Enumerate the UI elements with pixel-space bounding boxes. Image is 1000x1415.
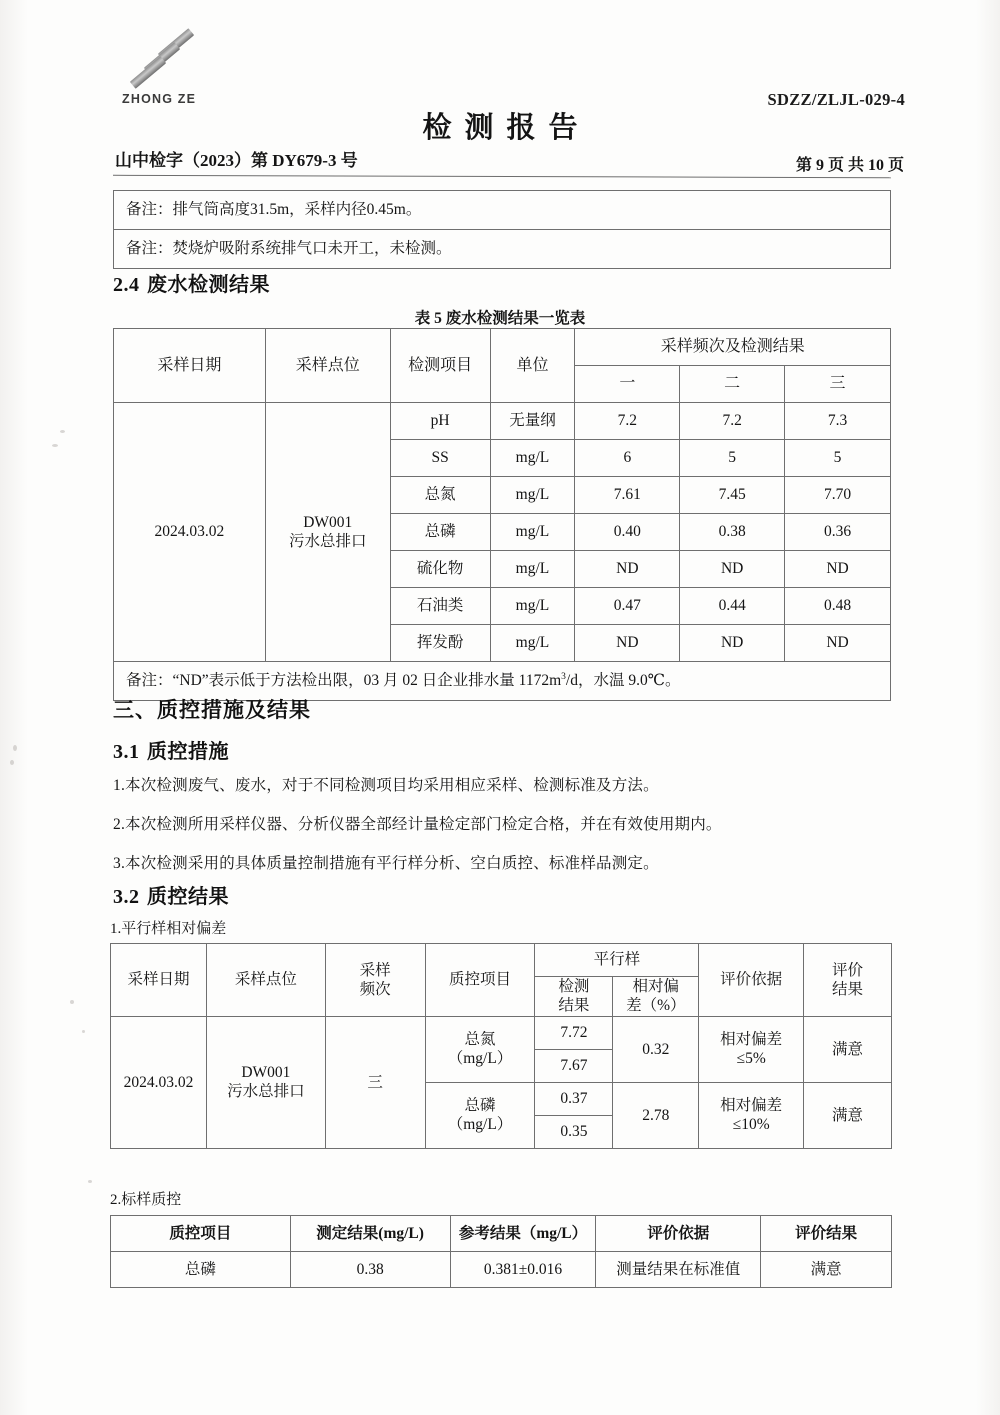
th-detection-result-line2: 结果	[558, 997, 590, 1015]
scan-speck	[88, 1180, 92, 1183]
section-3-1-number: 3.1	[113, 741, 140, 763]
cell-evaluation-result: 满意	[804, 1082, 892, 1148]
cell-test-item: 硫化物	[390, 551, 490, 588]
section-3-2-heading	[113, 880, 229, 909]
logo-text: ZHONG ZE	[122, 92, 197, 106]
logo-bars-icon	[122, 38, 218, 86]
qc-item-unit: （mg/L）	[447, 1116, 513, 1134]
top-notes-table	[113, 190, 891, 269]
cell-test-item: 石油类	[390, 588, 490, 625]
cell-value-2: ND	[680, 551, 785, 588]
th-detection-result	[535, 977, 613, 1017]
cell-sampling-point	[265, 403, 390, 662]
cell-test-item: 总氮	[390, 477, 490, 514]
page-title: 检测报告	[422, 110, 591, 144]
th-freq-2: 二	[680, 366, 785, 403]
th-relative-deviation-line2: 差（%）	[626, 997, 686, 1015]
cell-unit: 无量纲	[490, 403, 575, 440]
qc-sampling-point-name: 污水总排口	[227, 1083, 305, 1101]
cell-parallel-result-b: 0.35	[535, 1115, 613, 1148]
cell-qc-item	[425, 1082, 535, 1148]
cell-std-reference-result: 0.381±0.016	[450, 1252, 596, 1288]
section-3-2-title: 质控结果	[146, 884, 229, 908]
qc-sampling-point-code: DW001	[241, 1063, 291, 1081]
standard-sample-qc-table	[110, 1215, 892, 1288]
cell-value-2: 0.38	[680, 514, 785, 551]
scan-speck	[60, 430, 65, 433]
section-3-2-number: 3.2	[113, 886, 140, 908]
cell-std-qc-item: 总磷	[111, 1252, 291, 1288]
evaluation-basis-line2: ≤5%	[736, 1050, 766, 1068]
evaluation-basis-line1: 相对偏差	[720, 1096, 783, 1114]
scan-speck	[52, 444, 58, 447]
cell-value-1: 0.47	[575, 588, 680, 625]
note-text-pre: 备注：“ND”表示低于方法检出限，03 月 02 日企业排水量 1172m	[126, 671, 562, 689]
th-evaluation-basis: 评价依据	[699, 944, 804, 1017]
top-note-1: 备注：排气筒高度31.5m，采样内径0.45m。	[114, 191, 891, 230]
cell-value-1: ND	[575, 551, 680, 588]
cell-unit: mg/L	[490, 588, 575, 625]
cell-std-evaluation-result: 满意	[761, 1252, 892, 1288]
header-divider	[113, 175, 891, 178]
cell-value-2: 5	[680, 440, 785, 477]
cell-parallel-result-a: 7.72	[535, 1016, 613, 1049]
evaluation-basis-line2: ≤10%	[732, 1116, 770, 1134]
qc-measure-2: 2.本次检测所用采样仪器、分析仪器全部经计量检定部门检定合格，并在有效使用期内。	[113, 816, 722, 833]
qc-item-name: 总磷	[464, 1096, 496, 1114]
cell-value-1: 7.61	[575, 477, 680, 514]
qc-item-unit: （mg/L）	[447, 1050, 513, 1068]
th-std-measured-result: 测定结果(mg/L)	[290, 1216, 450, 1252]
th-unit: 单位	[490, 329, 575, 403]
th-qc-frequency-line2: 频次	[359, 980, 391, 998]
th-qc-sampling-point: 采样点位	[206, 944, 325, 1017]
cell-parallel-result-b: 7.67	[535, 1049, 613, 1082]
table-row	[114, 191, 891, 230]
section-3-heading: 三、质控措施及结果	[113, 698, 311, 722]
sampling-point-name: 污水总排口	[288, 533, 367, 550]
cell-std-measured-result: 0.38	[290, 1252, 450, 1288]
cell-test-item: pH	[390, 403, 490, 440]
th-std-evaluation-basis: 评价依据	[596, 1216, 761, 1252]
th-evaluation-result	[804, 944, 892, 1017]
cell-qc-frequency: 三	[325, 1016, 425, 1148]
scan-speck	[70, 1000, 74, 1004]
cell-evaluation-basis	[699, 1082, 804, 1148]
document-code: SDZZ/ZLJL-029-4	[767, 90, 905, 109]
cell-value-3: 0.48	[785, 588, 891, 625]
th-freq-3: 三	[785, 366, 891, 403]
th-detection-result-line1: 检测	[558, 978, 590, 995]
cell-unit: mg/L	[490, 477, 575, 514]
table-header-row	[111, 1216, 892, 1252]
th-evaluation-result-line1: 评价	[832, 961, 864, 979]
cell-evaluation-basis	[699, 1016, 804, 1082]
cell-value-1: 0.40	[575, 514, 680, 551]
cell-unit: mg/L	[490, 440, 575, 477]
cell-relative-deviation: 2.78	[613, 1082, 699, 1148]
th-qc-frequency	[325, 944, 425, 1017]
cell-unit: mg/L	[490, 514, 575, 551]
cell-value-3: ND	[785, 625, 891, 662]
cell-qc-item	[425, 1016, 535, 1082]
th-relative-deviation-line1: 相对偏	[632, 978, 680, 995]
section-3-1-title: 质控措施	[146, 739, 229, 763]
cell-value-3: 7.3	[785, 403, 891, 440]
th-qc-frequency-line1: 采样	[359, 961, 391, 979]
th-qc-item: 质控项目	[425, 944, 535, 1017]
cell-value-2: ND	[680, 625, 785, 662]
th-std-evaluation-result: 评价结果	[761, 1216, 892, 1252]
wastewater-results-table	[113, 328, 891, 701]
cell-unit: mg/L	[490, 551, 575, 588]
cell-value-3: 0.36	[785, 514, 891, 551]
cell-test-item: 总磷	[390, 514, 490, 551]
cell-parallel-result-a: 0.37	[535, 1082, 613, 1115]
cell-evaluation-result: 满意	[804, 1016, 892, 1082]
cell-test-item: 挥发酚	[390, 625, 490, 662]
report-number: 山中检字（2023）第 DY679-3 号	[115, 151, 358, 170]
cell-qc-sampling-date: 2024.03.02	[111, 1016, 207, 1148]
zhongze-logo	[122, 38, 218, 110]
scan-speck	[82, 1030, 85, 1033]
cell-value-2: 0.44	[680, 588, 785, 625]
cell-std-evaluation-basis: 测量结果在标准值	[596, 1252, 761, 1288]
cell-value-1: 7.2	[575, 403, 680, 440]
cell-unit: mg/L	[490, 625, 575, 662]
cell-value-1: 6	[575, 440, 680, 477]
section-2-4-number: 2.4	[113, 274, 140, 296]
th-test-item: 检测项目	[390, 329, 490, 403]
cell-qc-sampling-point	[206, 1016, 325, 1148]
th-freq-1: 一	[575, 366, 680, 403]
cell-sampling-date: 2024.03.02	[114, 403, 266, 662]
th-frequency-group: 采样频次及检测结果	[575, 329, 891, 366]
note-text-post: /d，水温 9.0℃。	[565, 671, 681, 689]
th-std-reference-result: 参考结果（mg/L）	[450, 1216, 596, 1252]
th-parallel-sample: 平行样	[535, 944, 699, 977]
cell-value-1: ND	[575, 625, 680, 662]
table-row	[111, 1252, 892, 1288]
cell-value-2: 7.45	[680, 477, 785, 514]
cell-value-3: ND	[785, 551, 891, 588]
table-row	[111, 1016, 892, 1049]
th-evaluation-result-line2: 结果	[832, 980, 864, 998]
table-header-row	[114, 329, 891, 366]
note-superscript: 3	[561, 671, 566, 682]
evaluation-basis-line1: 相对偏差	[720, 1030, 783, 1048]
parallel-sample-qc-table	[110, 943, 892, 1149]
qc-measure-1: 1.本次检测废气、废水，对于不同检测项目均采用相应采样、检测标准及方法。	[113, 777, 659, 794]
top-note-2: 备注：焚烧炉吸附系统排气口未开工，未检测。	[114, 230, 891, 269]
cell-test-item: SS	[390, 440, 490, 477]
section-2-4-title: 废水检测结果	[146, 272, 270, 296]
section-2-4-heading	[113, 268, 270, 297]
th-sampling-point: 采样点位	[265, 329, 390, 403]
sampling-point-code: DW001	[303, 513, 353, 531]
page-edge-right	[976, 0, 1000, 1415]
page-edge-left	[0, 0, 28, 1415]
scan-speck	[10, 760, 14, 765]
page-number: 第 9 页 共 10 页	[795, 157, 904, 174]
cell-relative-deviation: 0.32	[613, 1016, 699, 1082]
th-relative-deviation	[613, 977, 699, 1017]
qc-item-name: 总氮	[464, 1030, 496, 1048]
cell-value-3: 7.70	[785, 477, 891, 514]
cell-value-2: 7.2	[680, 403, 785, 440]
th-std-qc-item: 质控项目	[111, 1216, 291, 1252]
th-sampling-date: 采样日期	[114, 329, 266, 403]
scan-speck	[13, 745, 17, 751]
cell-value-3: 5	[785, 440, 891, 477]
qc-subsection-1-label: 1.平行样相对偏差	[110, 921, 227, 937]
table-header-row	[111, 944, 892, 977]
qc-measure-3: 3.本次检测采用的具体质量控制措施有平行样分析、空白质控、标准样品测定。	[113, 855, 659, 872]
table-row	[114, 403, 891, 440]
table-row	[114, 230, 891, 269]
qc-subsection-2-label: 2.标样质控	[110, 1192, 182, 1208]
table5-caption: 表 5 废水检测结果一览表	[414, 310, 586, 327]
section-3-1-heading	[113, 735, 229, 764]
th-qc-sampling-date: 采样日期	[111, 944, 207, 1017]
